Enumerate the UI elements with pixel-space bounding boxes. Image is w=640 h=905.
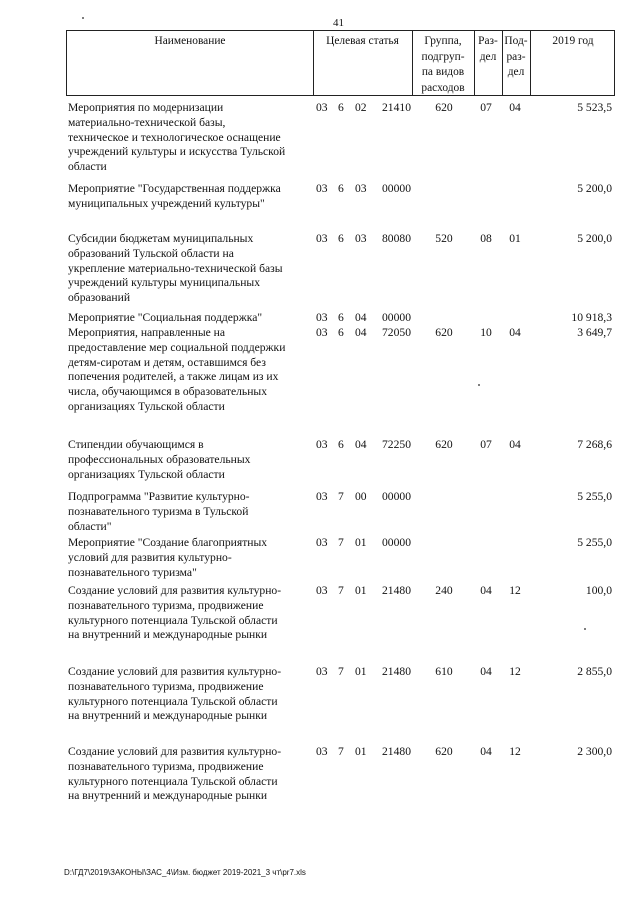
row-name: Мероприятие "Создание благоприятных условий для развития культурно- познавательного туризма" <box>68 536 268 579</box>
scan-speck <box>478 384 480 386</box>
page-number: 41 <box>333 17 344 29</box>
target-code-direction: 21480 <box>382 745 411 758</box>
header-target-article: Целевая статья <box>326 35 399 47</box>
header-section: Раз- дел <box>478 35 498 63</box>
header-group: Группа, подгруп- па видов расходов <box>421 35 465 94</box>
subsection-code: 04 <box>509 101 521 114</box>
row-name: Мероприятие "Государственная поддержка муниципальных учреждений культуры" <box>68 182 281 210</box>
target-code-direction: 00000 <box>382 490 411 503</box>
target-code-program: 03 <box>316 438 328 451</box>
target-code-event: 01 <box>355 745 367 758</box>
target-code-program: 03 <box>316 232 328 245</box>
section-code: 08 <box>480 232 492 245</box>
expense-group: 620 <box>435 326 453 339</box>
amount-2019: 5 200,0 <box>577 182 612 195</box>
target-code-subprogram: 6 <box>338 101 344 114</box>
target-code-program: 03 <box>316 745 328 758</box>
amount-2019: 3 649,7 <box>577 326 612 339</box>
target-code-subprogram: 6 <box>338 311 344 324</box>
target-code-program: 03 <box>316 182 328 195</box>
scan-speck <box>584 628 586 630</box>
section-code: 04 <box>480 584 492 597</box>
section-code: 04 <box>480 745 492 758</box>
target-code-direction: 21480 <box>382 665 411 678</box>
target-code-subprogram: 6 <box>338 326 344 339</box>
target-code-subprogram: 6 <box>338 438 344 451</box>
expense-group: 620 <box>435 745 453 758</box>
target-code-program: 03 <box>316 101 328 114</box>
section-code: 07 <box>480 438 492 451</box>
row-name: Мероприятие "Социальная поддержка" <box>68 311 263 324</box>
subsection-code: 04 <box>509 438 521 451</box>
target-code-program: 03 <box>316 490 328 503</box>
amount-2019: 7 268,6 <box>577 438 612 451</box>
amount-2019: 2 300,0 <box>577 745 612 758</box>
row-name: Мероприятия, направленные на предоставление мер социальной поддержки детям-сиротам и детям, оставшимся без попечения родителей, а также лицам из их числа, обучающимся в образовательных организациях Тульской области <box>68 326 286 413</box>
amount-2019: 5 255,0 <box>577 536 612 549</box>
amount-2019: 5 200,0 <box>577 232 612 245</box>
target-code-direction: 21410 <box>382 101 411 114</box>
subsection-code: 12 <box>509 584 521 597</box>
amount-2019: 2 855,0 <box>577 665 612 678</box>
target-code-program: 03 <box>316 311 328 324</box>
section-code: 07 <box>480 101 492 114</box>
subsection-code: 12 <box>509 665 521 678</box>
expense-group: 620 <box>435 101 453 114</box>
section-code: 04 <box>480 665 492 678</box>
target-code-event: 01 <box>355 584 367 597</box>
header-year: 2019 год <box>552 35 594 47</box>
target-code-subprogram: 7 <box>338 490 344 503</box>
target-code-subprogram: 6 <box>338 232 344 245</box>
amount-2019: 5 255,0 <box>577 490 612 503</box>
target-code-direction: 80080 <box>382 232 411 245</box>
target-code-direction: 21480 <box>382 584 411 597</box>
scan-speck <box>82 17 84 19</box>
header-subsection: Под- раз- дел <box>504 35 528 78</box>
target-code-subprogram: 6 <box>338 182 344 195</box>
expense-group: 610 <box>435 665 453 678</box>
target-code-event: 04 <box>355 311 367 324</box>
target-code-event: 01 <box>355 536 367 549</box>
amount-2019: 5 523,5 <box>577 101 612 114</box>
row-name: Мероприятия по модернизации материально-технической базы, техническое и технологическое оснащение учреждений культуры и искусства Тульской области <box>68 101 286 174</box>
target-code-direction: 00000 <box>382 536 411 549</box>
target-code-event: 01 <box>355 665 367 678</box>
row-name: Создание условий для развития культурно- познавательного туризма, продвижение культурного потенциала Тульской области на внутренний и международные рынки <box>68 745 282 803</box>
file-path-footer: D:\ГД7\2019\ЗАКОНЫ\ЗАС_4\Изм. бюджет 2019-2021_3 чт\pr7.xls <box>64 868 306 877</box>
target-code-event: 03 <box>355 182 367 195</box>
subsection-code: 01 <box>509 232 521 245</box>
table-header <box>66 30 615 96</box>
row-name: Подпрограмма "Развитие культурно- познавательного туризма в Тульской области" <box>68 490 250 533</box>
target-code-event: 04 <box>355 326 367 339</box>
target-code-program: 03 <box>316 536 328 549</box>
header-name: Наименование <box>154 35 226 47</box>
target-code-direction: 00000 <box>382 182 411 195</box>
target-code-program: 03 <box>316 584 328 597</box>
target-code-program: 03 <box>316 326 328 339</box>
amount-2019: 10 918,3 <box>571 311 612 324</box>
target-code-direction: 72250 <box>382 438 411 451</box>
row-name: Создание условий для развития культурно- познавательного туризма, продвижение культурного потенциала Тульской области на внутренний и международные рынки <box>68 584 282 642</box>
target-code-subprogram: 7 <box>338 665 344 678</box>
expense-group: 520 <box>435 232 453 245</box>
amount-2019: 100,0 <box>585 584 612 597</box>
expense-group: 240 <box>435 584 453 597</box>
target-code-event: 00 <box>355 490 367 503</box>
target-code-subprogram: 7 <box>338 536 344 549</box>
target-code-subprogram: 7 <box>338 745 344 758</box>
target-code-direction: 72050 <box>382 326 411 339</box>
row-name: Стипендии обучающимся в профессиональных образовательных организациях Тульской области <box>68 438 251 481</box>
subsection-code: 04 <box>509 326 521 339</box>
row-name: Создание условий для развития культурно- познавательного туризма, продвижение культурного потенциала Тульской области на внутренний и международные рынки <box>68 665 282 723</box>
subsection-code: 12 <box>509 745 521 758</box>
target-code-event: 03 <box>355 232 367 245</box>
target-code-event: 02 <box>355 101 367 114</box>
target-code-event: 04 <box>355 438 367 451</box>
target-code-subprogram: 7 <box>338 584 344 597</box>
target-code-program: 03 <box>316 665 328 678</box>
row-name: Субсидии бюджетам муниципальных образований Тульской области на укрепление материально-технической базы учреждений культуры муниципальных образований <box>68 232 283 305</box>
target-code-direction: 00000 <box>382 311 411 324</box>
expense-group: 620 <box>435 438 453 451</box>
section-code: 10 <box>480 326 492 339</box>
